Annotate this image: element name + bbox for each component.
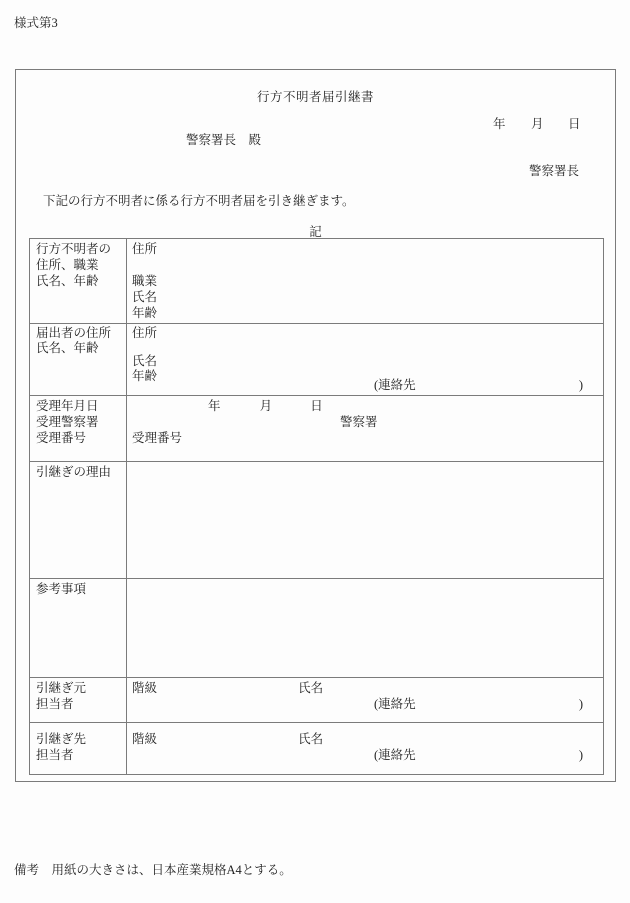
content-cell-acceptance	[127, 396, 604, 462]
header-line: 担当者	[36, 748, 74, 762]
header-line: 引継ぎ先	[36, 732, 87, 746]
blank-line	[132, 257, 598, 273]
addressee-police-chief: 警察署長 殿	[186, 133, 262, 147]
row-acceptance	[30, 396, 604, 462]
address-label: 住所	[132, 242, 158, 256]
content-cell-reporter	[127, 324, 604, 396]
rank-name-line	[132, 731, 598, 747]
row-transfer-to-officer	[30, 723, 604, 775]
header-cell-transfer-from	[30, 678, 127, 723]
name-label: 氏名	[132, 290, 158, 304]
name-label: 氏名	[132, 354, 158, 368]
content-cell-missing-person	[127, 239, 604, 324]
row-reference-notes	[30, 579, 604, 678]
header-line: 受理年月日	[36, 399, 99, 413]
address-label: 住所	[132, 326, 158, 340]
header-line: 届出者の住所	[36, 326, 112, 340]
date-month-label: 月	[531, 117, 544, 131]
age-label: 年齢	[132, 306, 158, 320]
row-transfer-from-officer	[30, 678, 604, 723]
header-line: 氏名、年齢	[36, 274, 99, 288]
header-cell-transfer-to	[30, 723, 127, 775]
contact-open-paren: (連絡先	[374, 378, 416, 392]
header-line: 受理番号	[36, 431, 87, 445]
date-year-label: 年	[493, 117, 506, 131]
name-label: 氏名	[298, 681, 324, 695]
contact-open-paren: (連絡先	[374, 697, 416, 711]
record-marker: 記	[309, 225, 322, 239]
body-sentence: 下記の行方不明者に係る行方不明者届を引き継ぎます。	[43, 194, 355, 208]
header-line: 引継ぎ元	[36, 681, 87, 695]
date-day-label: 日	[568, 117, 581, 131]
year-label: 年	[208, 399, 221, 413]
header-line: 引継ぎの理由	[36, 465, 112, 479]
blank-line	[132, 341, 598, 354]
header-cell-missing-person	[30, 239, 127, 324]
header-line: 住所、職業	[36, 258, 99, 272]
contact-line	[132, 747, 598, 763]
form-table	[29, 238, 604, 775]
acceptance-number-label: 受理番号	[132, 431, 183, 445]
contact-line	[132, 696, 598, 712]
row-reporter	[30, 324, 604, 396]
occupation-label: 職業	[132, 274, 158, 288]
name-label: 氏名	[298, 732, 324, 746]
police-station-label: 警察署	[340, 415, 378, 429]
contact-close-paren: )	[578, 378, 583, 392]
rank-name-line	[132, 680, 598, 696]
header-line: 担当者	[36, 697, 74, 711]
rank-label: 階級	[132, 681, 158, 695]
contact-close-paren: )	[578, 697, 583, 711]
remarks-note: 備考 用紙の大きさは、日本産業規格A4とする。	[14, 863, 292, 877]
contact-close-paren: )	[578, 748, 583, 762]
content-cell-transfer-from	[127, 678, 604, 723]
header-line: 氏名、年齢	[36, 341, 99, 355]
header-cell-transfer-reason	[30, 462, 127, 579]
header-line: 参考事項	[36, 582, 87, 596]
sender-police-chief: 警察署長	[529, 164, 580, 178]
form-title: 行方不明者届引継書	[256, 90, 374, 104]
row-transfer-reason	[30, 462, 604, 579]
rank-label: 階級	[132, 732, 158, 746]
header-line: 行方不明者の	[36, 242, 112, 256]
header-cell-reference-notes	[30, 579, 127, 678]
header-line: 受理警察署	[36, 415, 99, 429]
form-number: 様式第3	[14, 16, 58, 30]
header-cell-reporter	[30, 324, 127, 396]
day-label: 日	[310, 399, 323, 413]
header-cell-acceptance	[30, 396, 127, 462]
form-border-box	[15, 69, 616, 782]
contact-open-paren: (連絡先	[374, 748, 416, 762]
month-label: 月	[259, 399, 273, 413]
content-cell-transfer-reason	[127, 462, 604, 579]
content-cell-transfer-to	[127, 723, 604, 775]
content-cell-reference-notes	[127, 579, 604, 678]
age-label: 年齢	[132, 369, 158, 383]
row-missing-person	[30, 239, 604, 324]
police-station-line	[132, 414, 598, 430]
acceptance-date-line	[132, 398, 598, 414]
